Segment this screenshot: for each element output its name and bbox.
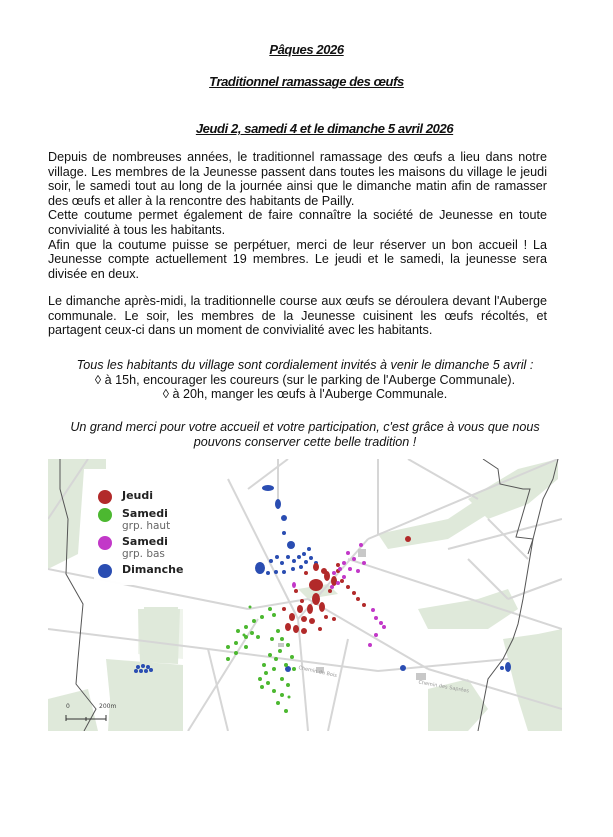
paragraph-history: Depuis de nombreuses années, le traditionnel ramassage des œufs a lieu dans notre village. Les membres de la Jeunesse passent dans toutes les maisons du village le jeudi soir, le samedi tout au long de la journée ainsi que le dimanche matin afin de ramasser des œufs et aller à la rencontre des habitants de Pailly. (48, 150, 547, 208)
jeudi-houses (282, 536, 411, 634)
invitation-lead: Tous les habitants du village sont cordialement invités à venir le dimanche 5 avril : (76, 358, 534, 372)
legend-sublabel: grp. haut (122, 520, 171, 532)
blue-dot-icon (98, 564, 112, 578)
intro-text (48, 150, 547, 281)
document-title: Pâques 2026 (269, 42, 344, 57)
legend-label: Jeudi (122, 489, 154, 502)
scale-end: 200m (99, 703, 117, 710)
thanks-line-1: Un grand merci pour votre accueil et votre participation, c'est grâce à vous que nous (70, 420, 540, 434)
event-dates: Jeudi 2, samedi 4 et le dimanche 5 avril 2026 (195, 121, 454, 136)
thanks-block (40, 420, 570, 449)
invitation-block (40, 358, 570, 402)
green-dot-icon (98, 508, 112, 522)
magenta-dot-icon (98, 536, 112, 550)
invitation-item-20h: ◊ à 20h, manger les œufs à l'Auberge Communale. (162, 387, 448, 402)
invitation-item-15h: ◊ à 15h, encourager les coureurs (sur le parking de l'Auberge Communale). (94, 372, 516, 387)
legend-item-dimanche (98, 563, 196, 578)
legend-item-jeudi (98, 489, 196, 504)
legend-item-samedi-haut (98, 507, 196, 532)
legend-label: Samedi (122, 507, 168, 520)
legend-label: Samedi (122, 535, 168, 548)
paragraph-custom: Cette coutume permet également de faire connaître la société de Jeunesse en toute convivialité à tous les habitants. (48, 208, 547, 237)
document-subtitle: Traditionnel ramassage des œufs (209, 74, 404, 89)
road-label-bois: Chemin du Bois (297, 664, 338, 680)
map-legend (94, 485, 200, 585)
village-map (48, 459, 562, 731)
road-label-saprees: Chemin des Saprées (417, 679, 470, 695)
red-dot-icon (98, 490, 112, 504)
legend-sublabel: grp. bas (122, 548, 165, 560)
paragraph-sunday: Le dimanche après-midi, la traditionnelle course aux œufs se déroulera devant l'Auberge communale. Le soir, les membres de la Jeunesse cuisinent les œufs récoltés, et partagent ceux-ci dans un moment de convivialité avec les habitants. (48, 294, 547, 338)
legend-label: Dimanche (122, 563, 184, 576)
sunday-text (48, 294, 547, 338)
thanks-line-2: pouvons conserver cette belle tradition ! (193, 434, 417, 449)
paragraph-members: Afin que la coutume puisse se perpétuer, merci de leur réserver un bon accueil ! La Jeunesse compte actuellement 19 membres. Le jeudi et le samedi, la jeunesse sera divisée en deux. (48, 237, 547, 281)
scale-start: 0 (66, 703, 70, 710)
legend-item-samedi-bas (98, 535, 196, 560)
